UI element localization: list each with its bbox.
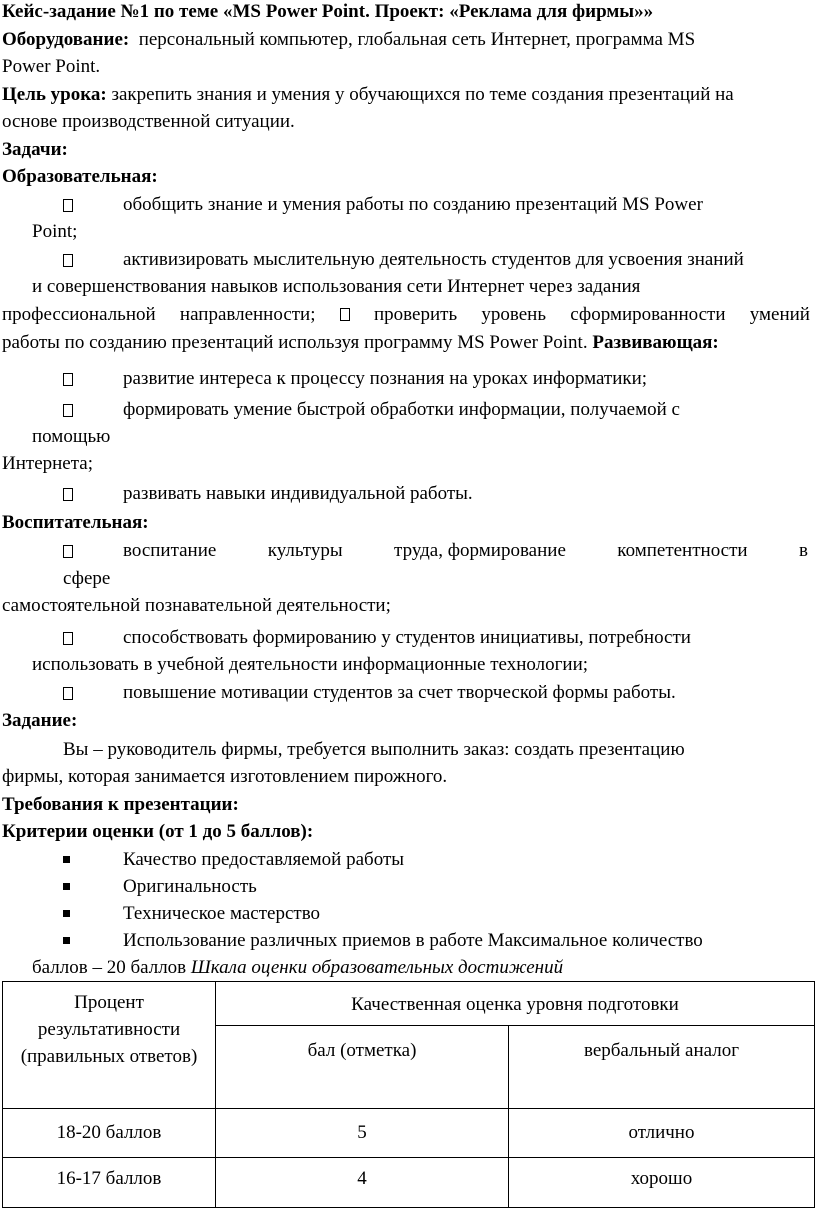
criteria-heading: Критерии оценки (от 1 до 5 баллов): xyxy=(2,821,314,842)
upbringing-item-2-cont: использовать в учебной деятельности информационные технологии; xyxy=(32,654,589,675)
checkbox-bullet-icon xyxy=(63,632,73,645)
requirements-heading: Требования к презентации: xyxy=(2,794,239,815)
table-header-verbal: вербальный аналог xyxy=(509,1026,815,1109)
table-row xyxy=(3,1158,815,1208)
square-bullet-icon xyxy=(63,856,70,863)
criteria-item: Качество предоставляемой работы xyxy=(123,849,405,870)
developing-item-2-cont: помощью xyxy=(32,426,111,447)
educational-item-2-cont: и совершенствования навыков использования сети Интернет через задания xyxy=(32,276,641,297)
table-cell-verbal: хорошо xyxy=(509,1158,815,1208)
square-bullet-icon xyxy=(63,937,70,944)
upbringing-item-3: повышение мотивации студентов за счет творческой формы работы. xyxy=(123,682,676,703)
table-row xyxy=(3,1109,815,1158)
educational-item-1: обобщить знание и умения работы по созданию презентаций MS Power xyxy=(123,194,703,215)
checkbox-bullet-icon xyxy=(63,373,73,386)
criteria-item: Использование различных приемов в работе Максимальное количество xyxy=(123,930,703,951)
checkbox-bullet-icon xyxy=(63,199,73,212)
equipment-label: Оборудование: xyxy=(2,29,130,50)
criteria-item: Оригинальность xyxy=(123,876,257,897)
assignment-text-2: фирмы, которая занимается изготовлением пирожного. xyxy=(2,766,448,787)
assignment-heading: Задание: xyxy=(2,710,78,731)
checkbox-bullet-icon xyxy=(63,404,73,417)
equipment-line-2: Power Point. xyxy=(2,56,101,77)
goal-label: Цель урока: xyxy=(2,84,107,105)
educational-item-3-cont: работы по созданию презентаций используя программу MS Power Point. Развивающая: xyxy=(2,332,719,353)
table-header-percent: Процент результативности (правильных ответов) xyxy=(3,982,216,1109)
table-caption: Шкала оценки образовательных достижений xyxy=(190,957,564,978)
square-bullet-icon xyxy=(63,910,70,917)
checkbox-bullet-icon xyxy=(340,308,350,321)
table-cell-mark: 5 xyxy=(216,1109,509,1158)
upbringing-item-1-cont: сфере xyxy=(63,568,111,589)
criteria-item: Техническое мастерство xyxy=(123,903,321,924)
upbringing-item-2: способствовать формированию у студентов инициативы, потребности xyxy=(123,627,691,648)
equipment-line-1 xyxy=(2,26,810,53)
table-header-group: Качественная оценка уровня подготовки xyxy=(216,982,815,1026)
educational-heading: Образовательная: xyxy=(2,166,158,187)
upbringing-item-1-cont-2: самостоятельной познавательной деятельности; xyxy=(2,595,391,616)
square-bullet-icon xyxy=(63,883,70,890)
checkbox-bullet-icon xyxy=(63,254,73,267)
upbringing-heading: Воспитательная: xyxy=(2,512,149,533)
table-cell-verbal: отлично xyxy=(509,1109,815,1158)
grade-scale-table xyxy=(2,981,815,1208)
upbringing-item-1: воспитание культуры труда, формирование компетентности в xyxy=(123,540,808,561)
goal-text: закрепить знания и умения у обучающихся по теме создания презентаций на xyxy=(111,84,734,105)
criteria-last-line: баллов – 20 баллов Шкала оценки образовательных достижений xyxy=(32,957,564,978)
checkbox-bullet-icon xyxy=(63,545,73,558)
table-header-mark: бал (отметка) xyxy=(216,1026,509,1109)
checkbox-bullet-icon xyxy=(63,687,73,700)
developing-item-2-cont-2: Интернета; xyxy=(2,453,93,474)
table-cell-percent: 16-17 баллов xyxy=(3,1158,216,1208)
developing-item-1: развитие интереса к процессу познания на уроках информатики; xyxy=(123,368,648,389)
educational-item-1-cont: Point; xyxy=(32,221,78,242)
checkbox-bullet-icon xyxy=(63,488,73,501)
table-cell-mark: 4 xyxy=(216,1158,509,1208)
assignment-text-1: Вы – руководитель фирмы, требуется выполнить заказ: создать презентацию xyxy=(63,739,685,760)
educational-item-2-3-line: профессиональной направленности; проверить уровень сформированности умений xyxy=(2,304,810,325)
educational-item-2: активизировать мыслительную деятельность студентов для усвоения знаний xyxy=(123,249,744,270)
goal-line-1 xyxy=(2,81,810,108)
developing-heading: Развивающая: xyxy=(592,332,719,353)
tasks-heading: Задачи: xyxy=(2,139,68,160)
document-title: Кейс-задание №1 по теме «MS Power Point. Проект: «Реклама для фирмы»» xyxy=(2,1,654,22)
equipment-text: персональный компьютер, глобальная сеть Интернет, программа MS xyxy=(138,29,696,50)
goal-line-2: основе производственной ситуации. xyxy=(2,111,295,132)
developing-item-2: формировать умение быстрой обработки информации, получаемой с xyxy=(123,399,680,420)
table-cell-percent: 18-20 баллов xyxy=(3,1109,216,1158)
developing-item-3: развивать навыки индивидуальной работы. xyxy=(123,483,473,504)
